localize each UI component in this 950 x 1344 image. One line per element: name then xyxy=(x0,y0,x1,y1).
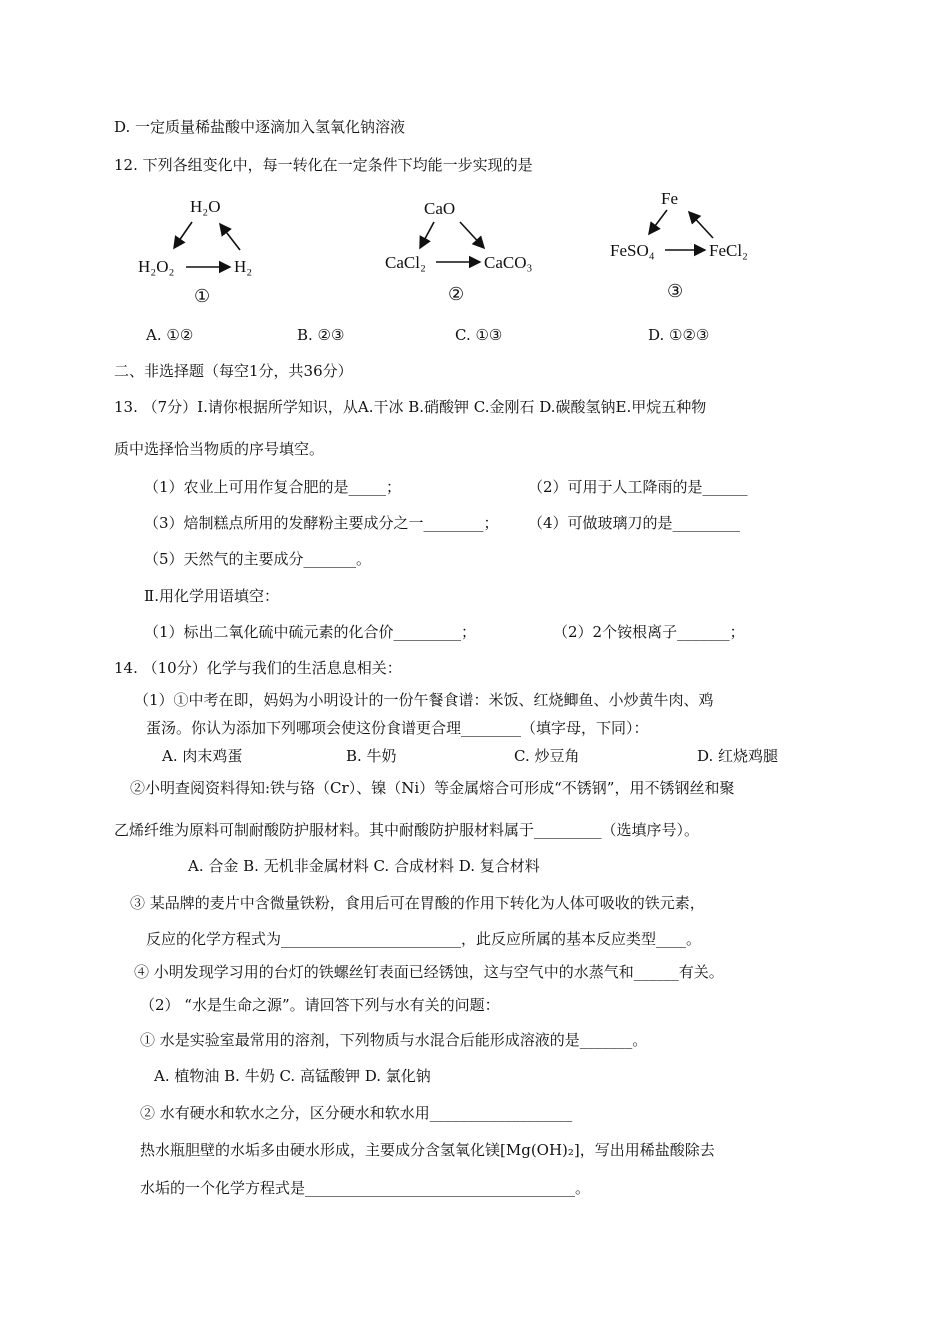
q13-item-4: （4）可做玻璃刀的是_________ xyxy=(528,514,741,532)
q14-2-line-b: 乙烯纤维为原料可制耐酸防护服材料。其中耐酸防护服材料属于_________（选填序号）。 xyxy=(114,821,700,839)
diagram-2-arrow-top-right xyxy=(460,222,484,248)
diagram-3 xyxy=(605,182,775,307)
q13-stem-line-1: 13. （7分）Ⅰ.请你根据所学知识，从A.干冰 B.硝酸钾 C.金刚石 D.碳酸氢钠E.甲烷五种物 xyxy=(114,398,707,416)
diagram-2-arrow-top-left xyxy=(420,222,434,248)
q14-water-3-line-a: 热水瓶胆壁的水垢多由硬水形成，主要成分含氢氧化镁[Mg(OH)₂]，写出用稀盐酸除去 xyxy=(140,1141,715,1159)
q14-1-option-a: A. 肉末鸡蛋 xyxy=(162,747,243,765)
diagram-1 xyxy=(130,190,280,310)
q13-item-3: （3）焙制糕点所用的发酵粉主要成分之一________； xyxy=(144,514,499,532)
diagram-3-right: FeCl₂ xyxy=(709,241,748,260)
diagram-3-top: Fe xyxy=(661,189,678,208)
q14-water-2: ② 水有硬水和软水之分，区分硬水和软水用___________________ xyxy=(140,1104,573,1122)
q14-2-line-a: ②小明查阅资料得知:铁与铬（Cr）、镍（Ni）等金属熔合可形成“不锈钢”，用不锈钢丝和聚 xyxy=(130,779,735,797)
q14-stem: 14. （10分）化学与我们的生活息息相关： xyxy=(114,659,402,677)
q14-4: ④ 小明发现学习用的台灯的铁螺丝钉表面已经锈蚀，这与空气中的水蒸气和______有关。 xyxy=(134,963,724,981)
q14-1-option-b: B. 牛奶 xyxy=(346,747,397,765)
q14-1-option-d: D. 红烧鸡腿 xyxy=(697,747,779,765)
diagram-3-arrow-top-left xyxy=(649,210,667,234)
q13-part-2-item-1: （1）标出二氧化硫中硫元素的化合价_________； xyxy=(144,623,477,641)
q13-part-2-item-2: （2）2个铵根离子_______； xyxy=(553,623,745,641)
diagram-1-label: ① xyxy=(194,286,211,306)
q14-1-option-c: C. 炒豆角 xyxy=(514,747,580,765)
q12-stem: 12. 下列各组变化中，每一转化在一定条件下均能一步实现的是 xyxy=(114,156,533,174)
q13-item-5: （5）天然气的主要成分_______。 xyxy=(144,550,372,568)
diagram-1-top: H₂O xyxy=(190,197,221,216)
diagram-1-right: H₂ xyxy=(234,257,253,276)
diagram-1-left: H₂O₂ xyxy=(138,257,175,276)
diagram-2-left: CaCl₂ xyxy=(385,253,426,272)
q14-water-title: （2） “水是生命之源”。请回答下列与水有关的问题： xyxy=(140,996,500,1014)
q13-part-2-title: Ⅱ.用化学用语填空： xyxy=(144,587,279,605)
q14-1-line-a: （1）①中考在即，妈妈为小明设计的一份午餐食谱：米饭、红烧鲫鱼、小炒黄牛肉、鸡 xyxy=(134,691,714,709)
q13-item-2: （2）可用于人工降雨的是______ xyxy=(528,478,748,496)
q13-item-1: （1）农业上可用作复合肥的是_____； xyxy=(144,478,402,496)
q14-3-line-a: ③ 某品牌的麦片中含微量铁粉，食用后可在胃酸的作用下转化为人体可吸收的铁元素， xyxy=(130,894,705,912)
section-2-title: 二、非选择题（每空1分，共36分） xyxy=(114,362,353,380)
q12-option-c: C. ①③ xyxy=(455,326,503,344)
q13-stem-line-2: 质中选择恰当物质的序号填空。 xyxy=(114,440,325,458)
q14-1-line-b: 蛋汤。你认为添加下列哪项会使这份食谱更合理________（填字母，下同）： xyxy=(146,719,649,737)
q14-3-line-b: 反应的化学方程式为________________________，此反应所属的基本反应类型____。 xyxy=(146,930,702,948)
diagram-3-label: ③ xyxy=(667,281,684,301)
q12-option-a: A. ①② xyxy=(146,326,194,344)
diagram-2-right: CaCO₃ xyxy=(484,253,533,272)
diagram-2 xyxy=(380,190,550,310)
diagram-3-left: FeSO₄ xyxy=(610,241,655,260)
diagram-3-arrow-right-top xyxy=(689,212,713,238)
q14-2-options: A. 合金 B. 无机非金属材料 C. 合成材料 D. 复合材料 xyxy=(188,857,540,875)
diagram-1-arrow-right-top xyxy=(220,224,240,250)
diagram-2-label: ② xyxy=(448,284,465,304)
q11-option-d: D. 一定质量稀盐酸中逐滴加入氢氧化钠溶液 xyxy=(114,118,406,136)
diagram-2-top: CaO xyxy=(424,199,456,218)
diagram-1-arrow-top-left xyxy=(174,222,192,248)
q14-water-1: ① 水是实验室最常用的溶剂，下列物质与水混合后能形成溶液的是_______。 xyxy=(140,1031,648,1049)
q14-water-3-line-b: 水垢的一个化学方程式是____________________________________。 xyxy=(140,1179,591,1197)
q12-option-b: B. ②③ xyxy=(297,326,345,344)
q14-water-1-options: A. 植物油 B. 牛奶 C. 高锰酸钾 D. 氯化钠 xyxy=(154,1067,431,1085)
q12-option-d: D. ①②③ xyxy=(648,326,710,344)
